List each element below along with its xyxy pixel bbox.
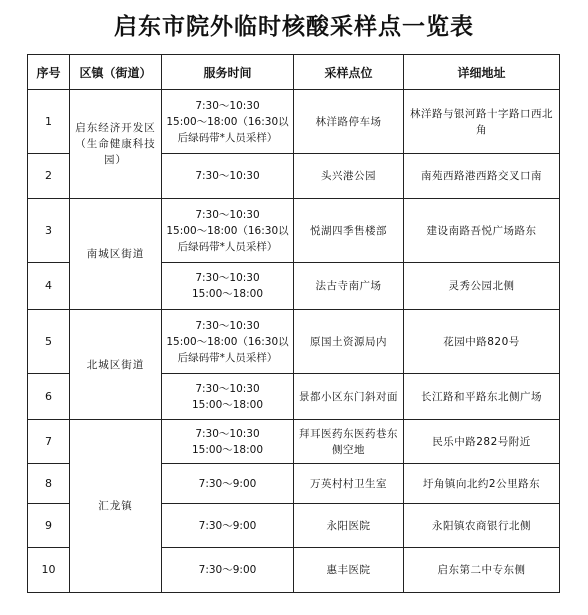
row-no: 6 — [28, 374, 70, 420]
sampling-sites-table — [27, 54, 560, 593]
time-cell — [162, 504, 294, 548]
address-cell: 建设南路吾悦广场路东 — [404, 199, 560, 263]
time-line-2: 15:00～18:00 — [191, 288, 264, 300]
location-cell: 拜耳医药东医药巷东侧空地 — [294, 420, 404, 464]
row-no: 4 — [28, 263, 70, 310]
time-line-1: 7:30～10:30 — [195, 99, 260, 112]
address-cell: 灵秀公园北侧 — [404, 263, 560, 310]
location-cell: 林洋路停车场 — [294, 90, 404, 154]
row-no: 1 — [28, 90, 70, 154]
time-cell — [162, 374, 294, 420]
table-row — [28, 90, 560, 154]
location-cell: 永阳医院 — [294, 504, 404, 548]
location-cell: 万英村村卫生室 — [294, 464, 404, 504]
time-line-2: 15:00～18:00（16:30以后绿码带*人员采样） — [166, 115, 289, 144]
page-title: 启东市院外临时核酸采样点一览表 — [114, 14, 474, 40]
time-line-1: 7:30～10:30 — [195, 208, 260, 221]
time-cell — [162, 420, 294, 464]
time-line-1: 7:30～10:30 — [195, 272, 260, 284]
time-line-2: 15:00～18:00（16:30以后绿码带*人员采样） — [166, 224, 289, 253]
time-line-1: 7:30～10:30 — [195, 427, 260, 440]
time-cell — [162, 90, 294, 154]
time-cell — [162, 263, 294, 310]
row-no: 5 — [28, 310, 70, 374]
time-line-2: 15:00～18:00 — [191, 398, 264, 411]
row-no: 2 — [28, 154, 70, 199]
time-line-1: 7:30～9:00 — [198, 519, 257, 532]
address-cell: 南苑西路港西路交叉口南 — [404, 154, 560, 199]
area-cell: 北城区街道 — [70, 310, 162, 420]
area-cell: 汇龙镇 — [70, 420, 162, 593]
header-no: 序号 — [28, 55, 70, 90]
address-cell: 花园中路820号 — [404, 310, 560, 374]
location-cell: 法古寺南广场 — [294, 263, 404, 310]
time-cell — [162, 548, 294, 593]
table-row — [28, 420, 560, 464]
time-line-2: 15:00～18:00（16:30以后绿码带*人员采样） — [166, 335, 289, 364]
time-line-2: 15:00～18:00 — [191, 443, 264, 456]
location-cell: 景都小区东门斜对面 — [294, 374, 404, 420]
row-no: 3 — [28, 199, 70, 263]
table-row — [28, 199, 560, 263]
address-cell: 启东第二中专东侧 — [404, 548, 560, 593]
address-cell: 林洋路与银河路十字路口西北角 — [404, 90, 560, 154]
row-no: 10 — [28, 548, 70, 593]
address-cell: 圩角镇向北约2公里路东 — [404, 464, 560, 504]
time-cell — [162, 154, 294, 199]
header-location: 采样点位 — [294, 55, 404, 90]
address-cell: 长江路和平路东北侧广场 — [404, 374, 560, 420]
location-cell: 头兴港公园 — [294, 154, 404, 199]
row-no: 7 — [28, 420, 70, 464]
area-cell: 南城区街道 — [70, 199, 162, 310]
time-cell — [162, 199, 294, 263]
row-no: 8 — [28, 464, 70, 504]
time-line-1: 7:30～9:00 — [198, 564, 257, 576]
address-cell: 民乐中路282号附近 — [404, 420, 560, 464]
time-line-1: 7:30～10:30 — [195, 382, 260, 395]
row-no: 9 — [28, 504, 70, 548]
time-line-1: 7:30～10:30 — [195, 170, 260, 182]
table-header-row — [28, 55, 560, 90]
address-cell: 永阳镇农商银行北侧 — [404, 504, 560, 548]
time-cell — [162, 464, 294, 504]
header-address: 详细地址 — [404, 55, 560, 90]
time-cell — [162, 310, 294, 374]
location-cell: 悦湖四季售楼部 — [294, 199, 404, 263]
table-row — [28, 310, 560, 374]
location-cell: 原国土资源局内 — [294, 310, 404, 374]
location-cell: 惠丰医院 — [294, 548, 404, 593]
header-area: 区镇（街道） — [70, 55, 162, 90]
time-line-1: 7:30～9:00 — [198, 477, 257, 490]
header-time: 服务时间 — [162, 55, 294, 90]
time-line-1: 7:30～10:30 — [195, 319, 260, 332]
area-cell: 启东经济开发区（生命健康科技园） — [70, 90, 162, 199]
